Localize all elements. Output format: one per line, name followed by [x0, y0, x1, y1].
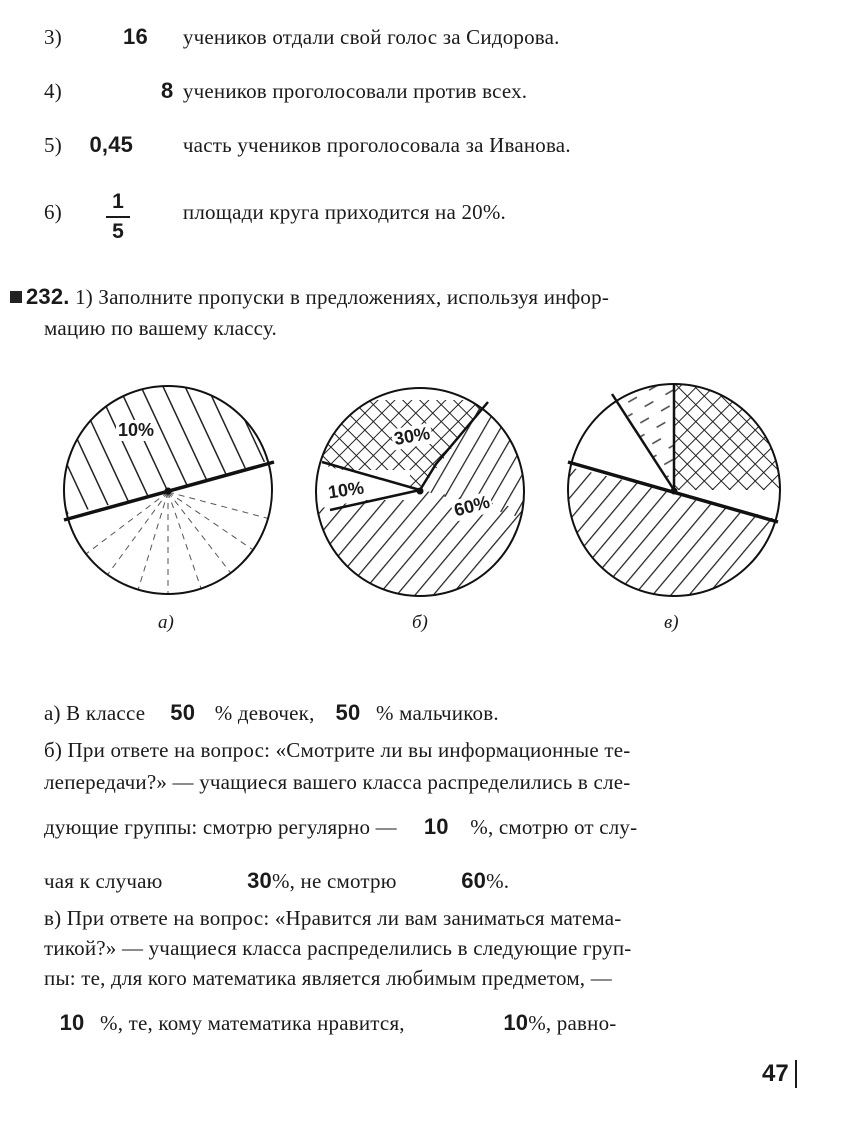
pie-b-percent-30: 30% [390, 423, 433, 451]
sentence-b-line3: дующие группы: смотрю регулярно — 10 %, смотрю от слу- [44, 814, 638, 839]
pie-a-label: а) [158, 612, 174, 633]
answer-4: 8 [161, 78, 174, 103]
item-5: 5) 0,45 часть учеников проголосовала за Иванова. [44, 132, 571, 157]
answer-3: 16 [123, 24, 148, 49]
answer-5: 0,45 [89, 132, 134, 157]
pie-b-percent-10: 10% [325, 477, 368, 503]
answer-likes: 10 [503, 1010, 529, 1035]
answer-never: 60 [461, 868, 487, 893]
pie-b-label: б) [412, 612, 428, 633]
pie-c-label: в) [664, 612, 679, 633]
task-number: 232. [26, 284, 70, 309]
answer-boys: 50 [335, 700, 361, 725]
answer-regular: 10 [423, 814, 449, 839]
page-number: 47 [762, 1060, 797, 1088]
sentence-c-line4: 10 %, те, кому математика нравится, 10%, равно- [44, 1010, 616, 1036]
answer-6-fraction: 1 5 [100, 190, 136, 244]
pie-c [560, 370, 780, 610]
task-232-line2: мацию по вашему классу. [44, 316, 277, 340]
sentence-a: а) В классе 50 % девочек, 50 % мальчиков. [44, 700, 499, 725]
task-232-line1: 232. 1) Заполните пропуски в предложениях, используя инфор- [10, 284, 609, 310]
item-3: 3) 16 учеников отдали свой голос за Сидорова. [44, 24, 560, 49]
sentence-b-line1: б) При ответе на вопрос: «Смотрите ли вы информационные те- [44, 738, 631, 762]
pie-b-percent-60: 60% [450, 491, 494, 522]
pie-a [40, 370, 290, 602]
sentence-c-line3: пы: те, для кого математика является любимым предметом, — [44, 966, 612, 990]
sentence-c-line1: в) При ответе на вопрос: «Нравится ли вам заниматься матема- [44, 906, 622, 930]
sentence-b-line4: чая к случаю 30%, не смотрю 60%. [44, 868, 510, 893]
pie-diagrams [0, 370, 862, 650]
item-6: 6) площади круга приходится на 20%. [44, 200, 507, 224]
task-marker-icon [10, 291, 22, 303]
answer-girls: 50 [170, 700, 196, 725]
pie-a-percent: 10% [118, 420, 155, 440]
answer-favorite: 10 [59, 1010, 85, 1035]
answer-sometimes: 30 [247, 868, 272, 893]
item-4: 4) 8 учеников проголосовали против всех. [44, 78, 528, 103]
sentence-c-line2: тикой?» — учащиеся класса распределились в следующие груп- [44, 936, 632, 960]
sentence-b-line2: лепередачи?» — учащиеся вашего класса распределились в сле- [44, 770, 631, 794]
